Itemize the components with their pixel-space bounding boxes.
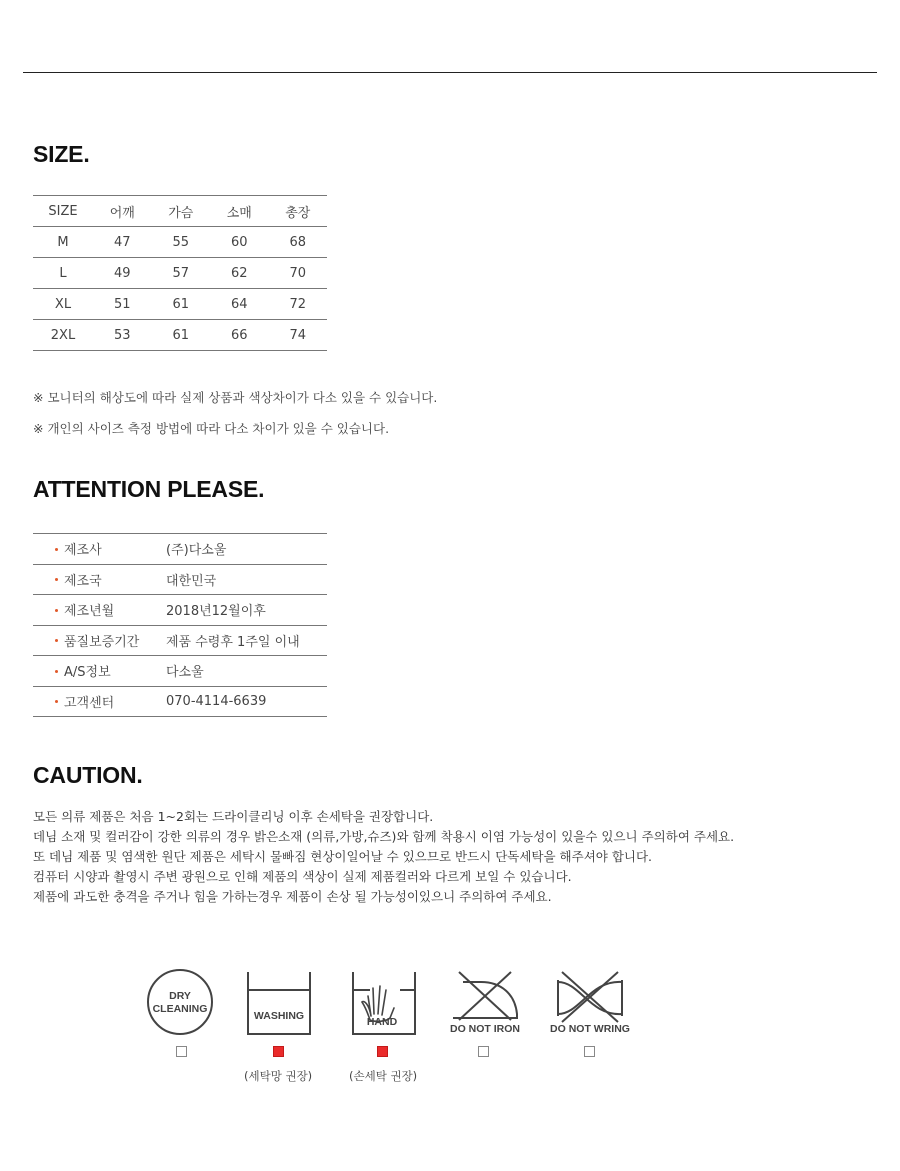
care-icon-label: DO NOT WRING bbox=[550, 1023, 630, 1035]
caution-line: 데님 소재 및 컬러감이 강한 의류의 경우 밝은소재 (의류,가방,슈즈)와 함께 착용시 이염 가능성이 있을수 있으니 주의하여 주세요. bbox=[33, 829, 735, 844]
top-divider bbox=[23, 72, 877, 73]
dry-cleaning-icon bbox=[140, 968, 220, 1036]
caution-line: 제품에 과도한 충격을 주거나 힘을 가하는경우 제품이 손상 될 가능성이있으니 주의하여 주세요. bbox=[33, 889, 552, 904]
hand-wash-checkbox[interactable] bbox=[377, 1046, 388, 1057]
caution-line: 모든 의류 제품은 처음 1~2회는 드라이클리닝 이후 손세탁을 권장합니다. bbox=[33, 809, 434, 824]
info-label: A/S정보 bbox=[64, 665, 111, 681]
size-cell: 49 bbox=[93, 258, 152, 289]
size-heading: SIZE. bbox=[33, 141, 90, 167]
washing-caption: (세탁망 권장) bbox=[244, 1069, 313, 1083]
size-cell: 2XL bbox=[33, 320, 93, 351]
size-cell: 62 bbox=[210, 258, 269, 289]
care-icon-label: HAND bbox=[366, 1016, 398, 1028]
washing-checkbox[interactable] bbox=[273, 1046, 284, 1057]
table-row bbox=[33, 595, 327, 626]
info-label: 고객센터 bbox=[64, 695, 115, 711]
size-cell: 47 bbox=[93, 227, 152, 258]
care-item-hand bbox=[344, 968, 424, 1036]
table-row bbox=[33, 320, 327, 351]
product-info-table bbox=[33, 533, 327, 717]
care-item-dry-cleaning bbox=[140, 968, 220, 1036]
caution-text bbox=[33, 807, 734, 907]
size-cell: 68 bbox=[269, 227, 328, 258]
size-cell: 70 bbox=[269, 258, 328, 289]
care-item-washing bbox=[239, 968, 319, 1036]
info-value: 다소울 bbox=[166, 656, 327, 687]
info-value: 제품 수령후 1주일 이내 bbox=[166, 625, 327, 656]
size-cell: 72 bbox=[269, 289, 328, 320]
size-cell: 74 bbox=[269, 320, 328, 351]
table-row bbox=[33, 534, 327, 565]
info-value: (주)다소울 bbox=[166, 534, 327, 565]
info-value: 2018년12월이후 bbox=[166, 595, 327, 626]
info-label: 제조국 bbox=[64, 573, 102, 589]
table-row bbox=[33, 227, 327, 258]
size-cell: 60 bbox=[210, 227, 269, 258]
table-row bbox=[33, 564, 327, 595]
info-label: 품질보증기간 bbox=[64, 634, 140, 650]
size-notes bbox=[33, 388, 437, 449]
care-icon-label: WASHING bbox=[253, 1010, 305, 1022]
care-icon-label: CLEANING bbox=[152, 1003, 208, 1015]
size-cell: 53 bbox=[93, 320, 152, 351]
do-not-iron-checkbox[interactable] bbox=[478, 1046, 489, 1057]
care-icon-label: DRY bbox=[169, 990, 191, 1002]
hand-wash-icon bbox=[344, 968, 424, 1036]
size-col-header: 총장 bbox=[269, 196, 328, 227]
size-col-header: 가슴 bbox=[152, 196, 211, 227]
size-cell: 64 bbox=[210, 289, 269, 320]
bullet-icon bbox=[55, 670, 58, 673]
table-row bbox=[33, 258, 327, 289]
size-cell: 55 bbox=[152, 227, 211, 258]
care-icon-label: DO NOT IRON bbox=[450, 1023, 520, 1035]
bullet-icon bbox=[55, 548, 58, 551]
size-cell: L bbox=[33, 258, 93, 289]
size-cell: 61 bbox=[152, 320, 211, 351]
table-row bbox=[33, 289, 327, 320]
size-note: ※ 모니터의 해상도에 따라 실제 상품과 색상차이가 다소 있을 수 있습니다. bbox=[33, 390, 438, 405]
caution-line: 또 데님 제품 및 염색한 원단 제품은 세탁시 물빠짐 현상이일어날 수 있으므로 반드시 단독세탁을 해주셔야 합니다. bbox=[33, 849, 653, 864]
size-cell: 51 bbox=[93, 289, 152, 320]
hand-wash-caption: (손세탁 권장) bbox=[349, 1069, 418, 1083]
size-cell: 66 bbox=[210, 320, 269, 351]
size-col-header: SIZE bbox=[33, 196, 93, 227]
attention-heading: ATTENTION PLEASE. bbox=[33, 476, 265, 502]
info-value: 대한민국 bbox=[166, 564, 327, 595]
washing-icon bbox=[239, 968, 319, 1036]
do-not-wring-icon bbox=[550, 968, 630, 1036]
size-col-header: 소매 bbox=[210, 196, 269, 227]
size-col-header: 어깨 bbox=[93, 196, 152, 227]
caution-heading: CAUTION. bbox=[33, 762, 143, 788]
table-row bbox=[33, 686, 327, 717]
bullet-icon bbox=[55, 609, 58, 612]
size-cell: 57 bbox=[152, 258, 211, 289]
info-value: 070-4114-6639 bbox=[166, 686, 327, 717]
dry-cleaning-checkbox[interactable] bbox=[176, 1046, 187, 1057]
do-not-wring-checkbox[interactable] bbox=[584, 1046, 595, 1057]
care-instructions bbox=[148, 968, 638, 1098]
size-cell: M bbox=[33, 227, 93, 258]
size-table bbox=[33, 195, 327, 351]
size-note: ※ 개인의 사이즈 측정 방법에 따라 다소 차이가 있을 수 있습니다. bbox=[33, 420, 390, 436]
care-item-do-not-wring bbox=[550, 968, 630, 1036]
caution-line: 컴퓨터 시양과 촬영시 주변 광원으로 인해 제품의 색상이 실제 제품컬러와 다르게 보일 수 있습니다. bbox=[33, 869, 572, 884]
size-cell: XL bbox=[33, 289, 93, 320]
do-not-iron-icon bbox=[445, 968, 525, 1036]
care-item-do-not-iron bbox=[445, 968, 525, 1036]
table-row bbox=[33, 656, 327, 687]
info-label: 제조사 bbox=[64, 543, 102, 559]
info-label: 제조년월 bbox=[64, 604, 115, 620]
size-cell: 61 bbox=[152, 289, 211, 320]
size-table-header-row bbox=[33, 196, 327, 227]
table-row bbox=[33, 625, 327, 656]
